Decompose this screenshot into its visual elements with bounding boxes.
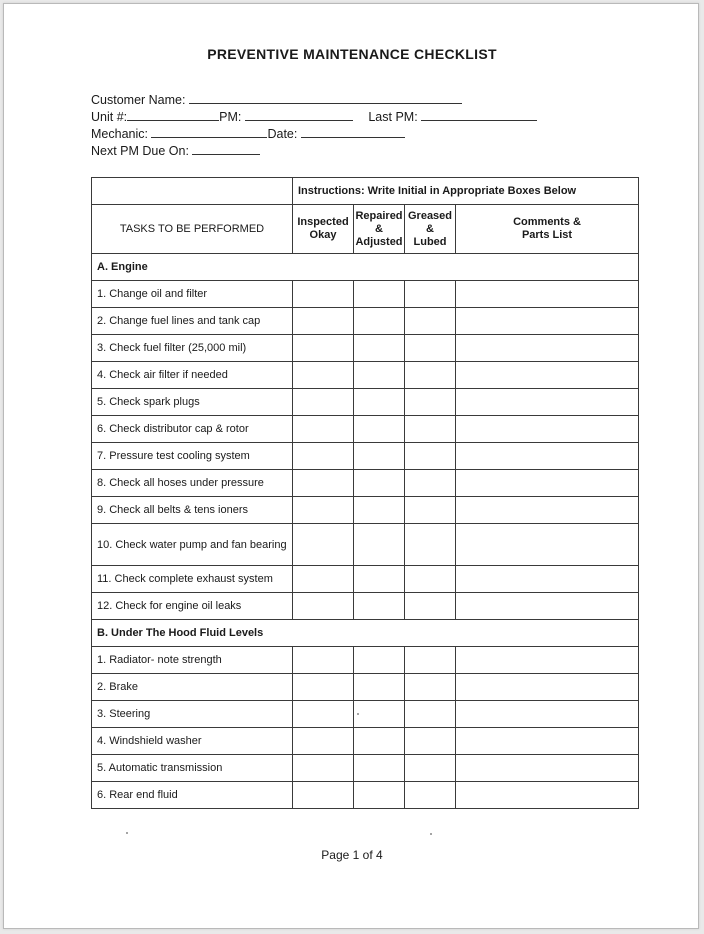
mechanic-date-row: [91, 126, 405, 141]
comments-cell[interactable]: [456, 389, 639, 416]
comments-parts-header: Comments & Parts List: [456, 205, 639, 254]
comments-cell[interactable]: [456, 524, 639, 566]
inspected-okay-cell[interactable]: [293, 755, 354, 782]
comments-cell[interactable]: [456, 470, 639, 497]
pm-field[interactable]: [245, 109, 353, 121]
task-row: [92, 701, 639, 728]
repaired-adjusted-cell[interactable]: [354, 362, 405, 389]
task-label: 2. Change fuel lines and tank cap: [92, 308, 293, 335]
greased-lubed-cell[interactable]: [405, 281, 456, 308]
customer-name-row: [91, 92, 462, 107]
inspected-okay-cell[interactable]: [293, 335, 354, 362]
inspected-okay-cell[interactable]: [293, 647, 354, 674]
inspected-okay-cell[interactable]: [293, 566, 354, 593]
repaired-adjusted-cell[interactable]: [354, 335, 405, 362]
comments-cell[interactable]: [456, 647, 639, 674]
inspected-okay-cell[interactable]: [293, 782, 354, 809]
repaired-adjusted-cell[interactable]: [354, 443, 405, 470]
column-header-row: [92, 205, 639, 254]
scan-speck: [357, 713, 359, 715]
inspected-okay-cell[interactable]: [293, 674, 354, 701]
task-row: [92, 281, 639, 308]
inspected-okay-cell[interactable]: [293, 701, 354, 728]
next-pm-label: Next PM Due On:: [91, 144, 189, 158]
task-label: 5. Automatic transmission: [92, 755, 293, 782]
pm-label: PM:: [219, 110, 242, 124]
checklist-table: [91, 177, 639, 809]
greased-lubed-cell[interactable]: [405, 593, 456, 620]
comments-cell[interactable]: [456, 362, 639, 389]
greased-lubed-cell[interactable]: [405, 524, 456, 566]
task-label: 2. Brake: [92, 674, 293, 701]
task-label: 10. Check water pump and fan bearing: [92, 524, 293, 566]
task-label: 3. Steering: [92, 701, 293, 728]
task-label: 12. Check for engine oil leaks: [92, 593, 293, 620]
inspected-okay-cell[interactable]: [293, 362, 354, 389]
inspected-okay-header: Inspected Okay: [293, 205, 354, 254]
repaired-adjusted-cell[interactable]: [354, 782, 405, 809]
task-row: [92, 497, 639, 524]
date-field[interactable]: [301, 126, 405, 138]
comments-cell[interactable]: [456, 566, 639, 593]
section-row: [92, 254, 639, 281]
task-label: 6. Check distributor cap & rotor: [92, 416, 293, 443]
unit-field[interactable]: [127, 109, 219, 121]
greased-lubed-cell[interactable]: [405, 755, 456, 782]
comments-cell[interactable]: [456, 755, 639, 782]
repaired-adjusted-cell[interactable]: [354, 416, 405, 443]
comments-cell[interactable]: [456, 728, 639, 755]
repaired-adjusted-cell[interactable]: [354, 524, 405, 566]
mechanic-label: Mechanic:: [91, 127, 148, 141]
next-pm-row: [91, 143, 260, 158]
task-label: 3. Check fuel filter (25,000 mil): [92, 335, 293, 362]
task-row: [92, 524, 639, 566]
inspected-okay-cell[interactable]: [293, 497, 354, 524]
inspected-okay-cell[interactable]: [293, 281, 354, 308]
section-title: B. Under The Hood Fluid Levels: [92, 620, 639, 647]
greased-lubed-cell[interactable]: [405, 497, 456, 524]
task-row: [92, 728, 639, 755]
comments-cell[interactable]: [456, 335, 639, 362]
repaired-adjusted-cell[interactable]: [354, 674, 405, 701]
task-row: [92, 470, 639, 497]
task-row: [92, 416, 639, 443]
task-label: 4. Check air filter if needed: [92, 362, 293, 389]
repaired-adjusted-cell[interactable]: [354, 728, 405, 755]
task-row: [92, 647, 639, 674]
task-row: [92, 674, 639, 701]
greased-lubed-cell[interactable]: [405, 701, 456, 728]
inspected-okay-cell[interactable]: [293, 416, 354, 443]
inspected-okay-cell[interactable]: [293, 443, 354, 470]
task-row: [92, 308, 639, 335]
inspected-okay-cell[interactable]: [293, 308, 354, 335]
greased-lubed-cell[interactable]: [405, 728, 456, 755]
date-label: Date:: [267, 127, 298, 141]
task-row: [92, 362, 639, 389]
comments-cell[interactable]: [456, 308, 639, 335]
inspected-okay-cell[interactable]: [293, 593, 354, 620]
task-label: 4. Windshield washer: [92, 728, 293, 755]
task-row: [92, 593, 639, 620]
repaired-adjusted-cell[interactable]: [354, 647, 405, 674]
task-row: [92, 755, 639, 782]
next-pm-field[interactable]: [192, 143, 260, 155]
repaired-adjusted-cell[interactable]: [354, 281, 405, 308]
comments-cell[interactable]: [456, 497, 639, 524]
unit-label: Unit #:: [91, 110, 128, 124]
task-row: [92, 389, 639, 416]
comments-cell[interactable]: [456, 281, 639, 308]
task-label: 1. Radiator- note strength: [92, 647, 293, 674]
section-title: A. Engine: [92, 254, 639, 281]
section-row: [92, 620, 639, 647]
task-label: 6. Rear end fluid: [92, 782, 293, 809]
task-row: [92, 335, 639, 362]
greased-lubed-cell[interactable]: [405, 782, 456, 809]
inspected-okay-cell[interactable]: [293, 470, 354, 497]
last-pm-label: Last PM:: [368, 110, 418, 124]
greased-lubed-cell[interactable]: [405, 674, 456, 701]
inspected-okay-cell[interactable]: [293, 389, 354, 416]
repaired-adjusted-cell[interactable]: [354, 497, 405, 524]
repaired-adjusted-cell[interactable]: [354, 308, 405, 335]
greased-lubed-cell[interactable]: [405, 335, 456, 362]
instructions-row: [92, 178, 639, 205]
task-label: 11. Check complete exhaust system: [92, 566, 293, 593]
repaired-adjusted-cell[interactable]: [354, 593, 405, 620]
greased-lubed-cell[interactable]: [405, 443, 456, 470]
task-label: 9. Check all belts & tens ioners: [92, 497, 293, 524]
greased-lubed-cell[interactable]: [405, 416, 456, 443]
inspected-okay-cell[interactable]: [293, 728, 354, 755]
greased-lubed-header: Greased & Lubed: [405, 205, 456, 254]
scan-speck: [430, 833, 432, 835]
tasks-header: TASKS TO BE PERFORMED: [92, 205, 293, 254]
repaired-adjusted-cell[interactable]: [354, 701, 405, 728]
unit-pm-row: [91, 109, 537, 124]
comments-cell[interactable]: [456, 674, 639, 701]
repaired-adjusted-cell[interactable]: [354, 755, 405, 782]
repaired-adjusted-cell[interactable]: [354, 470, 405, 497]
customer-name-label: Customer Name:: [91, 93, 186, 107]
scan-speck: [126, 832, 128, 834]
repaired-adjusted-header: Repaired & Adjusted: [354, 205, 405, 254]
comments-cell[interactable]: [456, 593, 639, 620]
inspected-okay-cell[interactable]: [293, 524, 354, 566]
greased-lubed-cell[interactable]: [405, 362, 456, 389]
greased-lubed-cell[interactable]: [405, 308, 456, 335]
repaired-adjusted-cell[interactable]: [354, 389, 405, 416]
greased-lubed-cell[interactable]: [405, 389, 456, 416]
page-number: Page 1 of 4: [321, 848, 383, 862]
task-label: 8. Check all hoses under pressure: [92, 470, 293, 497]
comments-cell[interactable]: [456, 701, 639, 728]
customer-name-field[interactable]: [189, 92, 462, 104]
comments-cell[interactable]: [456, 416, 639, 443]
last-pm-field[interactable]: [421, 109, 537, 121]
mechanic-field[interactable]: [151, 126, 267, 138]
task-row: [92, 782, 639, 809]
greased-lubed-cell[interactable]: [405, 566, 456, 593]
task-label: 1. Change oil and filter: [92, 281, 293, 308]
repaired-adjusted-cell[interactable]: [354, 566, 405, 593]
task-label: 7. Pressure test cooling system: [92, 443, 293, 470]
greased-lubed-cell[interactable]: [405, 647, 456, 674]
task-row: [92, 443, 639, 470]
instructions-text: Instructions: Write Initial in Appropriate Boxes Below: [293, 178, 639, 205]
task-label: 5. Check spark plugs: [92, 389, 293, 416]
page-title: PREVENTIVE MAINTENANCE CHECKLIST: [207, 46, 497, 62]
comments-cell[interactable]: [456, 782, 639, 809]
greased-lubed-cell[interactable]: [405, 470, 456, 497]
comments-cell[interactable]: [456, 443, 639, 470]
task-row: [92, 566, 639, 593]
